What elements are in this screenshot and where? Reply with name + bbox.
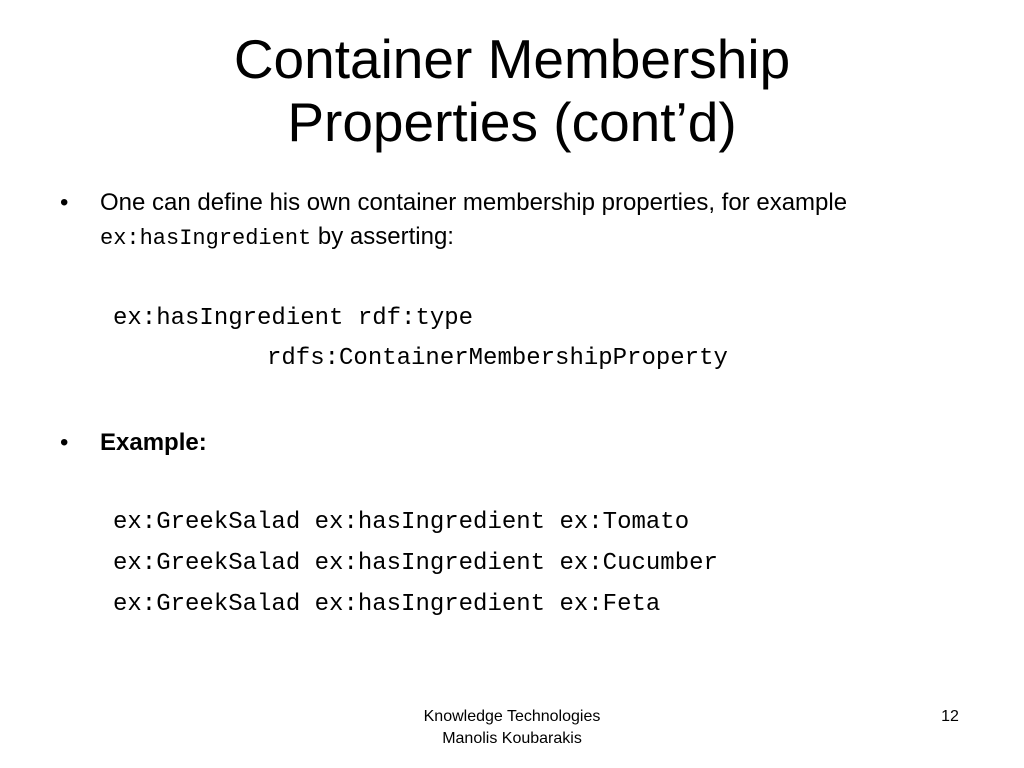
code-line-feta: ex:GreekSalad ex:hasIngredient ex:Feta <box>113 591 661 618</box>
slide-title-line-1: Container Membership <box>233 28 791 90</box>
footer <box>312 706 712 750</box>
page-number: 12 <box>941 708 959 725</box>
bullet-marker: • <box>60 429 69 456</box>
bullet-text-end: by asserting: <box>311 223 454 250</box>
example-label: Example: <box>100 429 207 456</box>
code-line-container-membership-property: rdfs:ContainerMembershipProperty <box>267 345 728 372</box>
footer-course: Knowledge Technologies <box>423 708 601 725</box>
bullet-text <box>100 186 900 256</box>
code-line-type-assertion: ex:hasIngredient rdf:type <box>113 305 474 332</box>
code-line-tomato: ex:GreekSalad ex:hasIngredient ex:Tomato <box>113 509 690 536</box>
slide-title <box>0 28 1024 154</box>
bullet-marker: • <box>60 189 69 216</box>
bullet-text-start: One can define his own container membership properties, for example <box>100 189 848 216</box>
footer-author: Manolis Koubarakis <box>442 730 582 747</box>
inline-code-has-ingredient: ex:hasIngredient <box>100 226 312 251</box>
code-line-cucumber: ex:GreekSalad ex:hasIngredient ex:Cucumber <box>113 550 718 577</box>
slide-title-line-2: Properties (cont’d) <box>287 91 737 153</box>
